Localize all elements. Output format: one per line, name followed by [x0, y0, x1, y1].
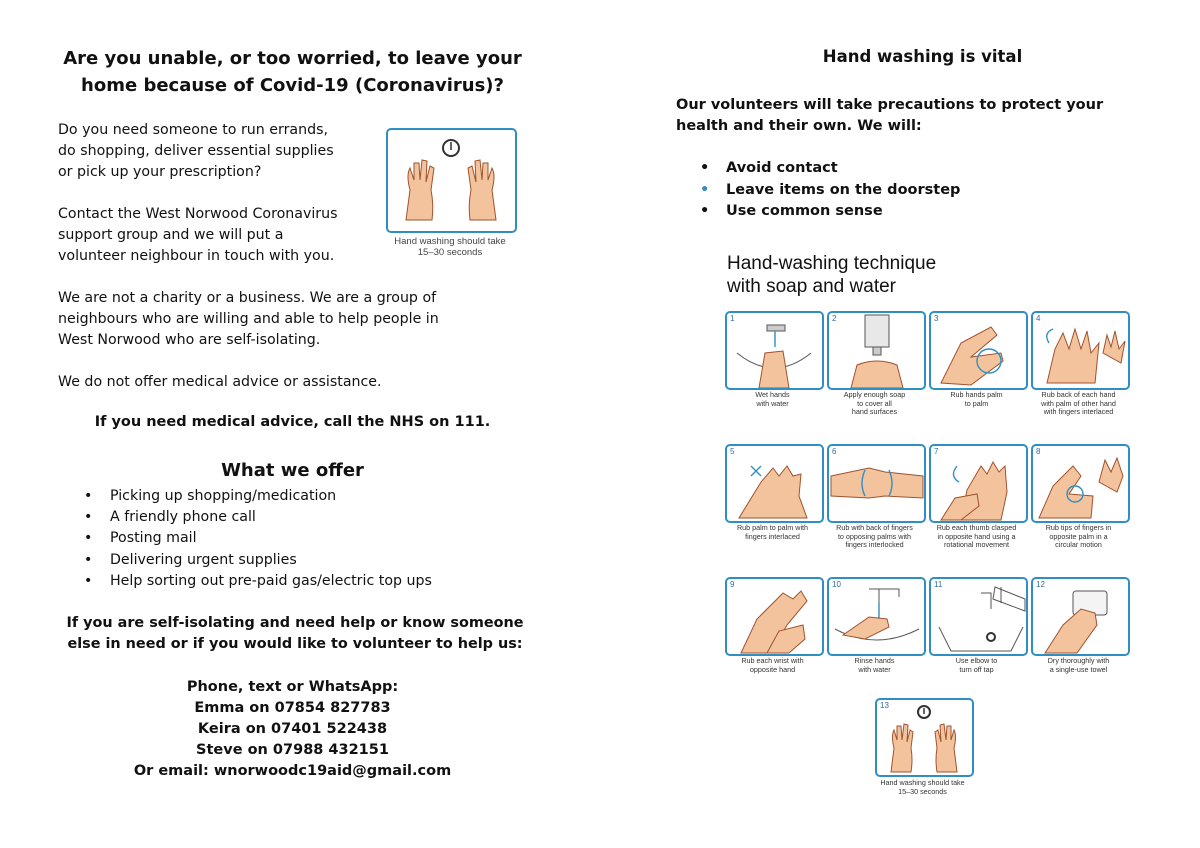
not-charity-paragraph: We are not a charity or a business. We are a group of neighbours who are willing and able to help people in West Norwood who are self-isolating. [58, 290, 439, 348]
step-7-image [929, 444, 1028, 523]
step-12-caption: Dry thoroughly with a single-use towel [1047, 656, 1110, 674]
contact-keira: Keira on 07401 522438 [197, 721, 388, 737]
hands-timer-icon [877, 700, 972, 775]
step-12-image [1031, 577, 1130, 656]
step-number: 13 [880, 701, 889, 710]
step-7-caption: Rub each thumb clasped in opposite hand using a rotational movement [936, 523, 1017, 550]
contact-heading: Phone, text or WhatsApp: [186, 679, 399, 695]
what-we-offer-heading: What we offer [221, 460, 364, 481]
step-6-image [827, 444, 926, 523]
step-number: 1 [730, 314, 735, 323]
step-3-image [929, 311, 1028, 390]
list-item: • Leave items on the doorstep [700, 181, 961, 198]
contact-steve: Steve on 07988 432151 [196, 742, 389, 758]
fingertips-icon [1033, 446, 1128, 521]
step-6-caption: Rub with back of fingers to opposing palms with fingers interlocked [836, 523, 913, 550]
step-4-image [1031, 311, 1130, 390]
precaution-list [700, 158, 1100, 223]
fingers-interlaced-icon [727, 446, 822, 521]
help-line: If you are self-isolating and need help or know someone else in need or if you would like to volunteer to help us: [66, 615, 524, 652]
step-13-caption: Hand washing should take 15–30 seconds [880, 778, 965, 796]
hand-washing-timer-image [386, 128, 517, 233]
step-8-caption: Rub tips of fingers in opposite palm in a circular motion [1045, 523, 1112, 550]
step-5-image [725, 444, 824, 523]
step-5-caption: Rub palm to palm with fingers interlaced [736, 523, 809, 541]
list-item: • Use common sense [700, 203, 883, 219]
rinse-hands-icon [829, 579, 924, 654]
step-13-image [875, 698, 974, 777]
right-title: Hand washing is vital [822, 47, 1023, 66]
list-item: • Posting mail [84, 530, 197, 547]
step-number: 12 [1036, 580, 1045, 589]
step-1-image [725, 311, 824, 390]
nhs-line: If you need medical advice, call the NHS on 111. [94, 414, 491, 430]
step-number: 6 [832, 447, 837, 456]
no-medical-advice-paragraph: We do not offer medical advice or assistance. [58, 374, 382, 390]
elbow-tap-icon [931, 579, 1026, 654]
step-number: 4 [1036, 314, 1041, 323]
contact-group-paragraph: Contact the West Norwood Coronavirus support group and we will put a volunteer neighbour in touch with you. [58, 206, 338, 264]
fingers-interlocked-icon [829, 446, 924, 521]
step-number: 8 [1036, 447, 1041, 456]
tap-wet-hands-icon [727, 313, 822, 388]
step-11-image [929, 577, 1028, 656]
small-image-caption: Hand washing should take 15–30 seconds [394, 236, 506, 258]
step-3-caption: Rub hands palm to palm [950, 390, 1003, 408]
palm-to-palm-icon [931, 313, 1026, 388]
step-number: 11 [934, 580, 943, 589]
back-of-hand-icon [1033, 313, 1128, 388]
step-1-caption: Wet hands with water [755, 390, 790, 408]
contact-block [40, 677, 545, 782]
hands-timer-icon [388, 130, 515, 231]
contact-emma: Emma on 07854 827783 [194, 700, 391, 716]
step-9-image [725, 577, 824, 656]
step-4-caption: Rub back of each hand with palm of other hand with fingers interlaced [1041, 390, 1116, 417]
email-line: Or email: wnorwoodc19aid@gmail.com [133, 763, 452, 779]
technique-heading: Hand-washing technique with soap and water [727, 253, 937, 297]
list-item: • Picking up shopping/medication [84, 488, 337, 504]
step-9-caption: Rub each wrist with opposite hand [741, 656, 804, 674]
errands-paragraph: Do you need someone to run errands, do shopping, deliver essential supplies or pick up your prescription? [58, 122, 334, 180]
list-item: • A friendly phone call [84, 509, 256, 526]
step-10-image [827, 577, 926, 656]
precautions-intro: Our volunteers will take precautions to protect your health and their own. We will: [676, 97, 1104, 134]
step-number: 7 [934, 447, 939, 456]
step-11-caption: Use elbow to turn off tap [955, 656, 998, 674]
step-2-image [827, 311, 926, 390]
wrist-rub-icon [727, 579, 822, 654]
step-number: 3 [934, 314, 939, 323]
towel-dry-icon [1033, 579, 1128, 654]
thumb-clasp-icon [931, 446, 1026, 521]
step-number: 2 [832, 314, 837, 323]
step-8-image [1031, 444, 1130, 523]
left-title: Are you unable, or too worried, to leave your home because of Covid-19 (Coronavirus)? [63, 48, 522, 96]
step-10-caption: Rinse hands with water [854, 656, 895, 674]
soap-dispenser-icon [829, 313, 924, 388]
list-item: • Help sorting out pre-paid gas/electric top ups [84, 572, 432, 589]
step-2-caption: Apply enough soap to cover all hand surfaces [843, 390, 906, 417]
step-number: 9 [730, 580, 735, 589]
step-number: 5 [730, 447, 735, 456]
step-number: 10 [832, 580, 841, 589]
list-item: • Avoid contact [700, 160, 838, 176]
list-item: • Delivering urgent supplies [84, 551, 297, 568]
offer-list [84, 486, 544, 592]
